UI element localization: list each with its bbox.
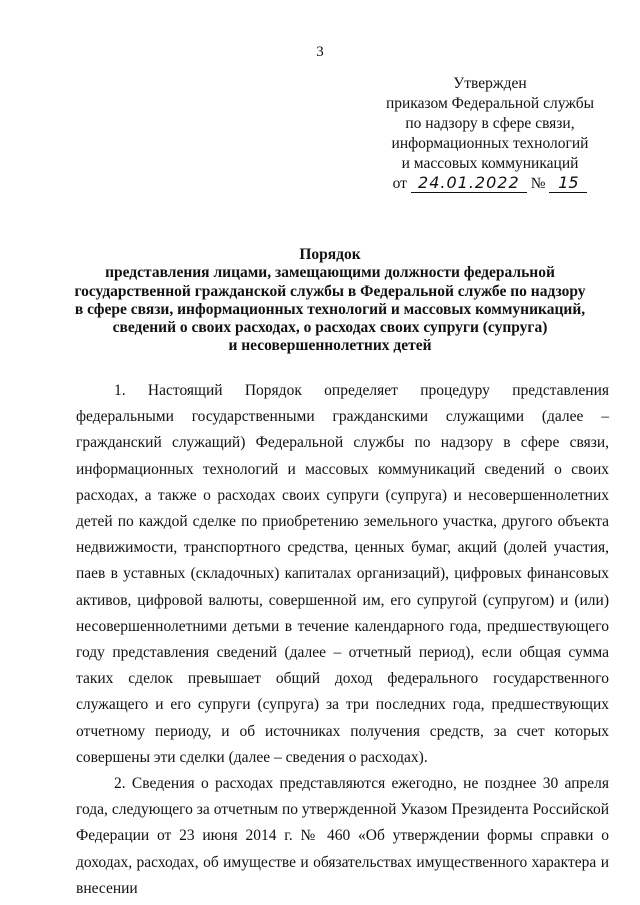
date-prefix: от (392, 175, 407, 192)
approval-line: информационных технологий (391, 135, 589, 152)
approval-line: Утвержден (453, 75, 527, 92)
approval-line: по надзору в сфере связи, (405, 115, 575, 132)
document-title (40, 246, 620, 356)
paragraph: 1. Настоящий Порядок определяет процедуру представления федеральными государственными гражданскими служащими (далее – гражданский служащий) Федеральной службы по надзору в сфере связи, информационных технологий и массовых коммуникаций сведений о своих расходах, а также о расходах своих супруги (супруга) и несовершеннолетних детей по каждой сделке по приобретению земельного участка, другого объекта недвижимости, транспортного средства, ценных бумаг, акций (долей участия, паев в уставных (складочных) капиталах организаций), цифровых финансовых активов, цифровой валюты, совершенной им, его супругой (супругом) и (или) несовершеннолетними детьми в течение календарного года, предшествующего году представления сведений (далее – отчетный период), если общая сумма таких сделок превышает общий доход федерального государственного служащего и его супруги (супруга) за три последних года, предшествующих отчетному периоду, и об источниках получения средств, за счет которых совершены эти сделки (далее – сведения о расходах). (76, 382, 609, 766)
title-heading: Порядок (299, 246, 361, 263)
title-line: в сфере связи, информационных технологий и массовых коммуникаций, (74, 300, 586, 318)
approval-line: и массовых коммуникаций (401, 155, 579, 172)
title-line: и несовершеннолетних детей (228, 337, 432, 355)
document-body (76, 378, 609, 902)
number-prefix: № (530, 175, 546, 192)
paragraph: 2. Сведения о расходах представляются ежегодно, не позднее 30 апреля года, следующего за отчетным по утвержденной Указом Президента Российской Федерации от 23 июня 2014 г. № 460 «Об утверждении формы справки о доходах, расходах, об имуществе и обязательствах имущественного характера и внесении (76, 775, 609, 897)
title-line: представления лицами, замещающими должности федеральной (105, 264, 555, 282)
handwritten-number: 15 (549, 174, 587, 193)
title-line: сведений о своих расходах, о расходах своих супруги (супруга) (112, 319, 548, 337)
approval-line: приказом Федеральной службы (385, 95, 595, 112)
title-line: государственной гражданской службы в Федеральной службе по надзору (74, 282, 586, 300)
approval-stamp (375, 74, 605, 194)
page-number: 3 (316, 44, 324, 60)
handwritten-date: 24.01.2022 (411, 174, 527, 193)
approval-date-line (375, 174, 605, 194)
